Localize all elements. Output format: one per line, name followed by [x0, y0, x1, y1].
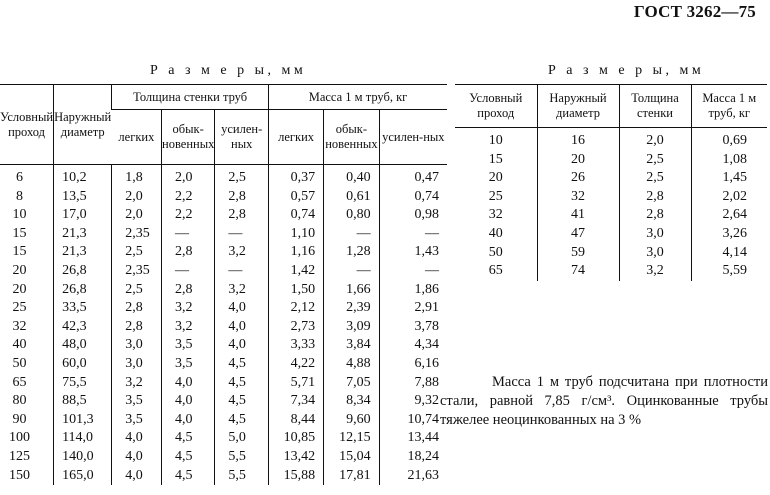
- table-row: [455, 244, 767, 263]
- table-cell: 2,8: [619, 188, 691, 207]
- table-cell: 75,5: [54, 374, 112, 393]
- table-cell: 6: [16, 170, 24, 185]
- table-cell: 4,34: [379, 336, 447, 355]
- right-table-caption: Р а з м е р ы, мм: [548, 63, 705, 78]
- table-cell: 7,88: [379, 374, 447, 393]
- table-cell: 3,2: [162, 299, 215, 318]
- table-cell: 32: [12, 318, 27, 334]
- table-cell: 21,3: [54, 225, 112, 244]
- table-cell: 4,5: [162, 429, 215, 448]
- table-cell: 4,0: [112, 429, 162, 448]
- table-cell: 15: [488, 151, 503, 167]
- table-cell: 3,78: [379, 318, 447, 337]
- table-cell: 50: [12, 355, 27, 371]
- pipe-short-body: [455, 128, 767, 281]
- table-cell: 4,5: [162, 448, 215, 467]
- header2-wall-thickness: Толщина стенки: [619, 85, 691, 128]
- table-cell: 2,5: [112, 281, 162, 300]
- table-cell: 2,02: [691, 188, 767, 207]
- table-cell: 1,45: [691, 169, 767, 188]
- table-row: [0, 243, 447, 262]
- table-cell: 3,2: [215, 243, 269, 262]
- table-cell: 6,16: [379, 355, 447, 374]
- table-cell: 50: [488, 244, 503, 260]
- table-cell: —: [162, 262, 215, 281]
- table-cell: 42,3: [54, 318, 112, 337]
- header-mass: Масса 1 м труб, кг: [269, 85, 447, 110]
- table-row: [0, 467, 447, 486]
- table-cell: 2,39: [324, 299, 380, 318]
- table-cell: 65: [488, 263, 503, 279]
- table-row: [455, 188, 767, 207]
- table-cell: 4,0: [162, 392, 215, 411]
- pipe-dimensions-body: [0, 165, 447, 486]
- table-cell: 25: [488, 188, 503, 204]
- table-cell: 1,43: [379, 243, 447, 262]
- table-cell: 18,24: [379, 448, 447, 467]
- table-cell: 2,8: [112, 299, 162, 318]
- table-cell: 140,0: [54, 448, 112, 467]
- table-cell: 15: [12, 244, 27, 260]
- table-cell: 3,0: [619, 244, 691, 263]
- table-cell: 1,8: [112, 165, 162, 188]
- table-cell: 48,0: [54, 336, 112, 355]
- table-cell: 12,15: [324, 429, 380, 448]
- table-cell: 20: [488, 170, 503, 186]
- table-cell: 2,2: [162, 188, 215, 207]
- table-cell: 4,0: [162, 411, 215, 430]
- table-cell: 4,0: [162, 374, 215, 393]
- table-cell: 1,50: [269, 281, 324, 300]
- table-cell: 65: [12, 374, 27, 390]
- table-cell: 74: [537, 262, 619, 281]
- table-cell: 3,5: [162, 336, 215, 355]
- table-cell: 0,80: [324, 206, 380, 225]
- table-cell: 10,2: [54, 165, 112, 188]
- table-cell: 2,5: [619, 151, 691, 170]
- table-cell: 21,3: [54, 243, 112, 262]
- table-row: [0, 188, 447, 207]
- table-row: [455, 225, 767, 244]
- table-row: [0, 429, 447, 448]
- mass-note-text: Масса 1 м труб подсчитана при плотности стали, равной 7,85 г/см³. Оцинкованные трубы тяжелее неоцинкованных на 3 %: [440, 374, 768, 428]
- table-row: [0, 262, 447, 281]
- table-cell: 2,35: [112, 225, 162, 244]
- header-mass-reinforced: усилен-ных: [379, 110, 447, 165]
- table-row: [0, 374, 447, 393]
- table-row: [0, 299, 447, 318]
- header2-outer-diameter: Наружный диаметр: [537, 85, 619, 128]
- table-cell: —: [162, 225, 215, 244]
- table-cell: 2,8: [162, 243, 215, 262]
- table-cell: 5,5: [215, 448, 269, 467]
- table-cell: 20: [537, 151, 619, 170]
- table-cell: 5,0: [215, 429, 269, 448]
- table-cell: 125: [9, 448, 31, 464]
- table-cell: 4,5: [215, 355, 269, 374]
- table-cell: 17,0: [54, 206, 112, 225]
- table-cell: 4,5: [215, 392, 269, 411]
- table-cell: 15,88: [269, 467, 324, 486]
- table-cell: 13,44: [379, 429, 447, 448]
- table-cell: 2,8: [215, 206, 269, 225]
- header2-nominal-bore: Условный проход: [455, 85, 537, 128]
- table-cell: 25: [12, 300, 27, 316]
- table-cell: 100: [9, 430, 31, 446]
- table-cell: —: [379, 262, 447, 281]
- table-row: [455, 128, 767, 151]
- table-cell: 101,3: [54, 411, 112, 430]
- table-cell: 88,5: [54, 392, 112, 411]
- header-nominal-bore: Условный проход: [0, 85, 54, 165]
- table-cell: 2,0: [112, 188, 162, 207]
- table-cell: 9,32: [379, 392, 447, 411]
- table-cell: 2,0: [112, 206, 162, 225]
- table-cell: 90: [12, 411, 27, 427]
- table-cell: 4,0: [112, 467, 162, 486]
- table-cell: 40: [12, 337, 27, 353]
- table-cell: 8,34: [324, 392, 380, 411]
- table-cell: 165,0: [54, 467, 112, 486]
- table-cell: 4,0: [112, 448, 162, 467]
- header-wall-reinforced: усилен-ных: [215, 110, 269, 165]
- table-cell: 3,0: [112, 355, 162, 374]
- table-cell: 1,42: [269, 262, 324, 281]
- table-cell: 2,8: [619, 206, 691, 225]
- table-cell: 1,08: [691, 151, 767, 170]
- header-wall-ordinary: обык-новенных: [162, 110, 215, 165]
- table-cell: 3,0: [619, 225, 691, 244]
- table-cell: 13,42: [269, 448, 324, 467]
- table-cell: 0,61: [324, 188, 380, 207]
- table-cell: 59: [537, 244, 619, 263]
- table-cell: 3,5: [112, 411, 162, 430]
- table-cell: 20: [12, 262, 27, 278]
- table-cell: 3,2: [162, 318, 215, 337]
- table-cell: 4,5: [215, 374, 269, 393]
- table-row: [455, 206, 767, 225]
- table-cell: —: [379, 225, 447, 244]
- table-cell: 3,2: [215, 281, 269, 300]
- left-table-caption: Р а з м е р ы, мм: [150, 63, 307, 78]
- table-cell: 0,74: [269, 206, 324, 225]
- table-cell: 9,60: [324, 411, 380, 430]
- table-cell: 33,5: [54, 299, 112, 318]
- table-cell: 26: [537, 169, 619, 188]
- table-cell: 5,71: [269, 374, 324, 393]
- table-cell: 10,85: [269, 429, 324, 448]
- table-cell: 0,47: [379, 165, 447, 188]
- table-row: [0, 336, 447, 355]
- table-cell: 13,5: [54, 188, 112, 207]
- table-cell: 26,8: [54, 262, 112, 281]
- table-row: [455, 262, 767, 281]
- table-cell: 1,10: [269, 225, 324, 244]
- table-cell: 17,81: [324, 467, 380, 486]
- table-cell: 0,40: [324, 165, 380, 188]
- table-cell: 3,2: [619, 262, 691, 281]
- table-row: [0, 355, 447, 374]
- table-cell: 2,8: [162, 281, 215, 300]
- table-cell: 114,0: [54, 429, 112, 448]
- header-outer-diameter: Наружный диаметр: [54, 85, 112, 165]
- table-cell: 4,88: [324, 355, 380, 374]
- table-cell: 2,8: [215, 188, 269, 207]
- header-wall-thickness: Толщина стенки труб: [112, 85, 269, 110]
- table-row: [0, 392, 447, 411]
- table-row: [0, 318, 447, 337]
- table-cell: 2,5: [215, 165, 269, 188]
- table-row: [0, 165, 447, 188]
- table-cell: 3,09: [324, 318, 380, 337]
- table-row: [0, 225, 447, 244]
- table-cell: 4,5: [215, 411, 269, 430]
- table-cell: 4,0: [215, 299, 269, 318]
- table-cell: 2,35: [112, 262, 162, 281]
- table-cell: 0,98: [379, 206, 447, 225]
- table-cell: 1,86: [379, 281, 447, 300]
- table-cell: 21,63: [379, 467, 447, 486]
- table-cell: 2,0: [162, 165, 215, 188]
- standard-number: ГОСТ 3262—75: [633, 2, 756, 21]
- table-cell: 4,22: [269, 355, 324, 374]
- table-cell: —: [324, 262, 380, 281]
- table-row: [0, 411, 447, 430]
- table-cell: 40: [488, 225, 503, 241]
- table-row: [455, 169, 767, 188]
- header-mass-ordinary: обык-новенных: [324, 110, 380, 165]
- table-cell: 16: [537, 128, 619, 151]
- table-cell: 3,33: [269, 336, 324, 355]
- table-cell: 4,0: [215, 336, 269, 355]
- table-cell: 1,66: [324, 281, 380, 300]
- header-wall-light: легких: [112, 110, 162, 165]
- table-row: [0, 206, 447, 225]
- pipe-short-table: [455, 84, 767, 281]
- table-cell: 2,8: [112, 318, 162, 337]
- table-cell: 0,74: [379, 188, 447, 207]
- table-cell: 2,2: [162, 206, 215, 225]
- table-cell: 3,0: [112, 336, 162, 355]
- table-cell: 4,5: [162, 467, 215, 486]
- table-cell: 41: [537, 206, 619, 225]
- table-cell: 47: [537, 225, 619, 244]
- table-cell: 150: [9, 467, 31, 483]
- table-cell: 0,37: [269, 165, 324, 188]
- table-cell: 1,28: [324, 243, 380, 262]
- table-cell: 8,44: [269, 411, 324, 430]
- table-row: [455, 151, 767, 170]
- table-cell: 0,69: [691, 128, 767, 151]
- table-cell: 60,0: [54, 355, 112, 374]
- pipe-dimensions-table: [0, 84, 447, 485]
- table-cell: 1,16: [269, 243, 324, 262]
- table-cell: 5,5: [215, 467, 269, 486]
- table-cell: 0,57: [269, 188, 324, 207]
- table-cell: 4,14: [691, 244, 767, 263]
- mass-note: [440, 373, 768, 430]
- table-cell: 10: [12, 207, 27, 223]
- table-cell: 7,05: [324, 374, 380, 393]
- table-cell: 2,5: [112, 243, 162, 262]
- table-cell: 2,91: [379, 299, 447, 318]
- table-cell: 80: [12, 393, 27, 409]
- table-row: [0, 281, 447, 300]
- table-cell: —: [215, 225, 269, 244]
- table-cell: 3,5: [162, 355, 215, 374]
- table-cell: 2,64: [691, 206, 767, 225]
- table-cell: 10,74: [379, 411, 447, 430]
- table-cell: 20: [12, 281, 27, 297]
- table-cell: 3,26: [691, 225, 767, 244]
- table-cell: 3,2: [112, 374, 162, 393]
- table-cell: 15,04: [324, 448, 380, 467]
- table-cell: 3,84: [324, 336, 380, 355]
- table-cell: 4,0: [215, 318, 269, 337]
- table-cell: 2,0: [619, 128, 691, 151]
- table-cell: —: [324, 225, 380, 244]
- table-cell: 5,59: [691, 262, 767, 281]
- table-cell: 32: [488, 207, 503, 223]
- table-cell: 8: [16, 188, 24, 204]
- table-cell: 3,5: [112, 392, 162, 411]
- header-mass-light: легких: [269, 110, 324, 165]
- header2-mass: Масса 1 м труб, кг: [691, 85, 767, 128]
- table-cell: 2,12: [269, 299, 324, 318]
- table-cell: 2,5: [619, 169, 691, 188]
- table-cell: 32: [537, 188, 619, 207]
- table-cell: 15: [12, 225, 27, 241]
- table-cell: 7,34: [269, 392, 324, 411]
- table-cell: 10: [488, 133, 503, 148]
- table-cell: —: [215, 262, 269, 281]
- table-cell: 26,8: [54, 281, 112, 300]
- table-cell: 2,73: [269, 318, 324, 337]
- table-row: [0, 448, 447, 467]
